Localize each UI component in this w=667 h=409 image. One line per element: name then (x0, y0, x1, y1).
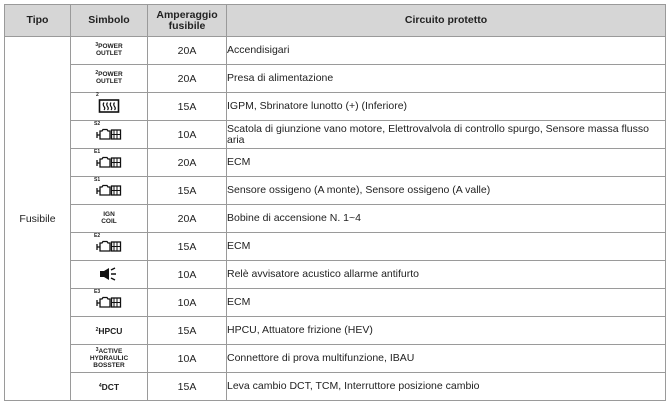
amperage-cell: 15A (148, 233, 227, 261)
header-circuito: Circuito protetto (227, 5, 666, 37)
amperage-cell: 10A (148, 121, 227, 149)
circuit-cell: ECM (227, 233, 666, 261)
symbol-label (95, 43, 122, 57)
symbol-line: OUTLET (96, 78, 122, 85)
amperage-cell: 10A (148, 261, 227, 289)
symbol-line: ACTIVE (98, 347, 123, 355)
amperage-cell: 20A (148, 205, 227, 233)
engine-icon (94, 289, 122, 310)
horn-icon (98, 266, 120, 282)
symbol-cell (71, 177, 148, 205)
fuse-row (5, 317, 666, 345)
symbol-cell (71, 373, 148, 401)
amperage-cell: 15A (148, 373, 227, 401)
symbol-number: E3 (94, 289, 101, 295)
symbol-label (95, 325, 123, 336)
symbol-number: 2 (95, 326, 99, 333)
symbol-number: E2 (94, 233, 101, 239)
circuit-cell: ECM (227, 289, 666, 317)
symbol-line: BOSSTER (93, 361, 125, 369)
symbol-cell (71, 317, 148, 345)
header-amperaggio (148, 5, 227, 37)
circuit-cell: Sensore ossigeno (A monte), Sensore ossigeno (A valle) (227, 177, 666, 205)
amperage-cell: 15A (148, 93, 227, 121)
symbol-number: E1 (94, 149, 101, 155)
symbol-cell (71, 93, 148, 121)
amperage-cell: 15A (148, 177, 227, 205)
circuit-cell: IGPM, Sbrinatore lunotto (+) (Inferiore) (227, 93, 666, 121)
symbol-number: 2 (95, 70, 99, 76)
symbol-cell (71, 205, 148, 233)
circuit-cell: Relè avvisatore acustico allarme antifurto (227, 261, 666, 289)
fuse-row (5, 345, 666, 373)
fuse-table (4, 4, 666, 401)
header-amperaggio-line2: fusibile (168, 19, 206, 32)
circuit-cell: Leva cambio DCT, TCM, Interruttore posizione cambio (227, 373, 666, 401)
fuse-row (5, 149, 666, 177)
fuse-row (5, 37, 666, 65)
symbol-number: 2 (96, 92, 99, 99)
symbol-line: HPCU (98, 325, 123, 336)
circuit-cell: Presa di alimentazione (227, 65, 666, 93)
engine-icon (94, 177, 122, 198)
circuit-cell: Scatola di giunzione vano motore, Elettrovalvola di controllo spurgo, Sensore massa flusso aria (227, 121, 666, 149)
header-simbolo: Simbolo (71, 5, 148, 37)
symbol-cell (71, 37, 148, 65)
symbol-label (98, 381, 120, 392)
amperage-cell: 20A (148, 149, 227, 177)
circuit-cell: Accendisigari (227, 37, 666, 65)
engine-icon (94, 233, 122, 254)
symbol-cell (71, 345, 148, 373)
symbol-line: POWER (98, 43, 123, 50)
symbol-cell (71, 289, 148, 317)
symbol-line: POWER (98, 71, 123, 78)
amperage-cell: 10A (148, 345, 227, 373)
circuit-cell: HPCU, Attuatore frizione (HEV) (227, 317, 666, 345)
fuse-row (5, 205, 666, 233)
header-tipo: Tipo (5, 5, 71, 37)
symbol-number: 4 (98, 382, 102, 389)
symbol-line: DCT (101, 381, 120, 392)
symbol-number: S2 (94, 121, 101, 127)
amperage-cell: 10A (148, 289, 227, 317)
tipo-cell: Fusibile (5, 37, 71, 401)
fuse-row (5, 177, 666, 205)
symbol-line: HYDRAULIC (89, 354, 129, 362)
fuse-row (5, 233, 666, 261)
fuse-row (5, 65, 666, 93)
rear-defroster-icon (96, 92, 120, 113)
symbol-number: S1 (94, 177, 101, 183)
symbol-line: OUTLET (96, 50, 122, 57)
symbol-cell (71, 149, 148, 177)
amperage-cell: 20A (148, 37, 227, 65)
header-row (5, 5, 666, 37)
symbol-label (101, 211, 117, 225)
symbol-number: 3 (95, 346, 99, 353)
circuit-cell: Connettore di prova multifunzione, IBAU (227, 345, 666, 373)
symbol-line: COIL (101, 218, 117, 225)
engine-icon (94, 149, 122, 170)
circuit-cell: ECM (227, 149, 666, 177)
fuse-row (5, 373, 666, 401)
fuse-row (5, 121, 666, 149)
symbol-number: 3 (95, 42, 99, 48)
symbol-cell (71, 121, 148, 149)
fuse-row (5, 261, 666, 289)
fuse-row (5, 289, 666, 317)
engine-icon (94, 121, 122, 142)
symbol-label (95, 71, 122, 85)
symbol-cell (71, 233, 148, 261)
symbol-cell (71, 261, 148, 289)
symbol-line: IGN (103, 211, 115, 218)
fuse-row (5, 93, 666, 121)
amperage-cell: 15A (148, 317, 227, 345)
header-amperaggio-line1: Amperaggio (156, 8, 218, 21)
symbol-cell (71, 65, 148, 93)
amperage-cell: 20A (148, 65, 227, 93)
circuit-cell: Bobine di accensione N. 1~4 (227, 205, 666, 233)
symbol-label (90, 348, 128, 369)
